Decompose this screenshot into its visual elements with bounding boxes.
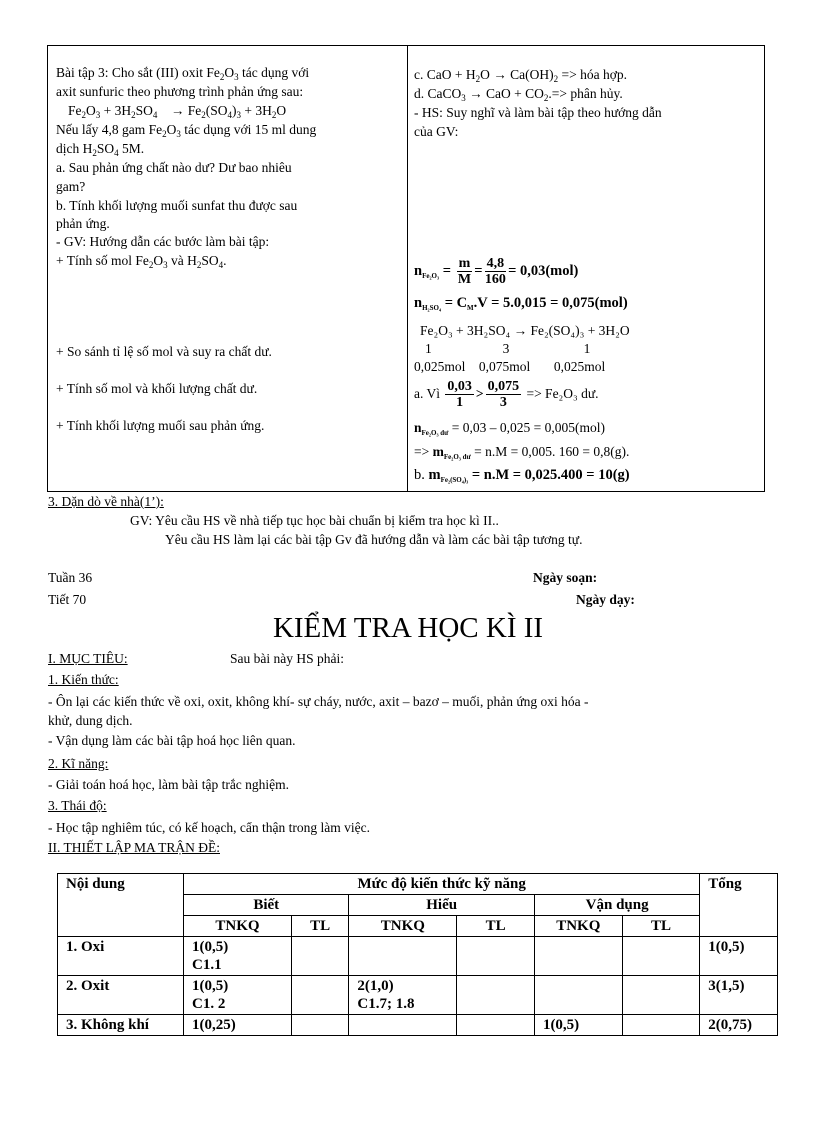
answer-c: c. CaO + $H_2O \to Ca(OH)_2$ => hóa hợp. <box>414 67 627 84</box>
homework-title: 3. Dặn dò về nhà(1’): <box>48 494 164 509</box>
hs-line: của GV: <box>414 124 459 139</box>
row-total: 2(0,75) <box>700 1015 778 1036</box>
objectives-heading: I. MỤC TIÊU: <box>48 651 128 666</box>
homework-line: Yêu cầu HS làm lại các bài tập Gv đã hướng dẫn và làm các bài tập tương tự. <box>165 532 583 547</box>
box-divider <box>407 45 408 491</box>
cell-apply-tnkq: 1(0,5) <box>534 1015 622 1036</box>
step-line: + Tính số mol $Fe_2O_3$ và $H_2SO_4$. <box>56 253 227 270</box>
cell <box>457 937 535 976</box>
question-b: phản ứng. <box>56 216 110 231</box>
attitude-line: - Học tập nghiêm túc, có kế hoạch, cẩn thận trong làm việc. <box>48 820 371 835</box>
header-content: Nội dung <box>58 874 184 937</box>
gv-guide: - GV: Hướng dẫn các bước làm bài tập: <box>56 234 270 249</box>
reaction-line: Fe₂O₃ + 3H₂SO₄ → Fe₂(SO₄)₃ + 3H₂O <box>420 323 630 338</box>
cell <box>457 976 535 1015</box>
answer-d: d. CaCO$_3$ → CaO + $CO_2.=>$ phân hủy. <box>414 86 623 103</box>
header-tl: TL <box>457 916 535 937</box>
cell <box>622 1015 700 1036</box>
coefficients-line: 1 3 1 <box>425 341 591 356</box>
header-understand: Hiểu <box>349 895 535 916</box>
cell-know-tnkq: 1(0,25) <box>184 1015 292 1036</box>
hs-line: - HS: Suy nghĩ và làm bài tập theo hướng dẫn <box>414 105 662 120</box>
moles-line: 0,025mol 0,075mol 0,025mol <box>414 359 606 374</box>
question-b: b. Tính khối lượng muối sunfat thu được sau <box>56 198 298 213</box>
knowledge-heading: 1. Kiến thức: <box>48 672 119 687</box>
matrix-heading: II. THIẾT LẬP MA TRẬN ĐỀ: <box>48 840 220 855</box>
excess-mol-line: $n_{Fe_2O_3 dư} = 0,03 - 0,025 = 0,005(mol)$ <box>414 420 605 437</box>
skills-heading: 2. Kĩ năng: <box>48 756 109 771</box>
table-row <box>58 937 778 976</box>
exercise-line: Bài tập 3: Cho sắt (III) oxit $Fe_2O_3$ tác dụng với <box>56 65 310 82</box>
period-label: Tiết 70 <box>48 592 87 607</box>
calc-n-h2so4: $n_{H_2SO_4} = C_M.V = 5.0,015 = 0,075(mol)$ <box>414 295 628 312</box>
header-tnkq: TNKQ <box>184 916 292 937</box>
compare-line: a. Vì $\frac{0,03}{1}$ > $\frac{0,075}{3}$ => Fe₂O₃ dư. <box>414 379 599 411</box>
homework-line: GV: Yêu cầu HS về nhà tiếp tục học bài chuẩn bị kiểm tra học kì II.. <box>130 513 499 528</box>
page-title: KIỂM TRA HỌC KÌ II <box>272 612 544 644</box>
exercise-line: dịch $H_2SO_4$ 5M. <box>56 141 145 158</box>
week-label: Tuần 36 <box>48 570 93 585</box>
row-total: 3(1,5) <box>700 976 778 1015</box>
cell-know-tnkq: 1(0,5) C1.1 <box>184 937 292 976</box>
step-line: + Tính khối lượng muối sau phản ứng. <box>56 418 265 433</box>
cell <box>291 1015 348 1036</box>
calc-n-fe2o3: $n_{Fe_2O_3}$ = $\frac{m}{M}$ = $\frac{4,8}{160}$ = 0,03(mol) <box>414 256 579 288</box>
cell-know-tnkq: 1(0,5) C1. 2 <box>184 976 292 1015</box>
cell <box>534 976 622 1015</box>
skills-line: - Giải toán hoá học, làm bài tập trắc nghiệm. <box>48 777 290 792</box>
step-line: + Tính số mol và khối lượng chất dư. <box>56 381 258 396</box>
cell <box>349 1015 457 1036</box>
cell <box>291 976 348 1015</box>
exercise-line: Nếu lấy 4,8 gam $Fe_2O_3$ tác dụng với 15 ml dung <box>56 122 317 139</box>
matrix-table <box>57 873 778 1036</box>
header-tl: TL <box>291 916 348 937</box>
prep-date-label: Ngày soạn: <box>533 570 598 585</box>
row-name: 1. Oxi <box>58 937 184 976</box>
step-line: + So sánh tỉ lệ số mol và suy ra chất dư. <box>56 344 272 359</box>
teach-date-label: Ngày dạy: <box>576 592 635 607</box>
header-apply: Vận dụng <box>534 895 699 916</box>
salt-mass-line: b. $m_{Fe_2(SO_4)_3} = n.M = 0,025.400 = 10(g)$ <box>414 467 630 484</box>
row-name: 2. Oxit <box>58 976 184 1015</box>
cell <box>291 937 348 976</box>
header-level: Mức độ kiến thức kỹ năng <box>184 874 700 895</box>
knowledge-line: - Ôn lại các kiến thức về oxi, oxit, không khí- sự cháy, nước, axit – bazơ – muối, phản ứng oxi hóa - <box>48 694 589 709</box>
objectives-note: Sau bài này HS phải: <box>230 651 344 666</box>
cell-understand-tnkq: 2(1,0) C1.7; 1.8 <box>349 976 457 1015</box>
row-name: 3. Không khí <box>58 1015 184 1036</box>
table-row <box>58 976 778 1015</box>
reaction-equation: $Fe_2O_3 + 3H_2SO_4$ → $Fe_2(SO_4)_3 + 3H_2O$ <box>68 103 287 120</box>
exercise-line: axit sunfuric theo phương trình phản ứng sau: <box>56 84 304 99</box>
header-know: Biết <box>184 895 349 916</box>
cell <box>349 937 457 976</box>
attitude-heading: 3. Thái độ: <box>48 798 107 813</box>
question-a: a. Sau phản ứng chất nào dư? Dư bao nhiêu <box>56 160 292 175</box>
header-total: Tổng <box>700 874 778 937</box>
header-tnkq: TNKQ <box>534 916 622 937</box>
question-a: gam? <box>56 179 86 194</box>
cell <box>457 1015 535 1036</box>
cell <box>622 937 700 976</box>
table-row <box>58 1015 778 1036</box>
header-tl: TL <box>622 916 700 937</box>
knowledge-line: - Vận dụng làm các bài tập hoá học liên quan. <box>48 733 296 748</box>
cell <box>622 976 700 1015</box>
knowledge-line: khử, dung dịch. <box>48 713 133 728</box>
row-total: 1(0,5) <box>700 937 778 976</box>
header-tnkq: TNKQ <box>349 916 457 937</box>
cell <box>534 937 622 976</box>
excess-mass-line: => $m_{Fe_2O_3 dư} = n.M = 0,005$. 160 = 0,8(g). <box>414 444 630 461</box>
